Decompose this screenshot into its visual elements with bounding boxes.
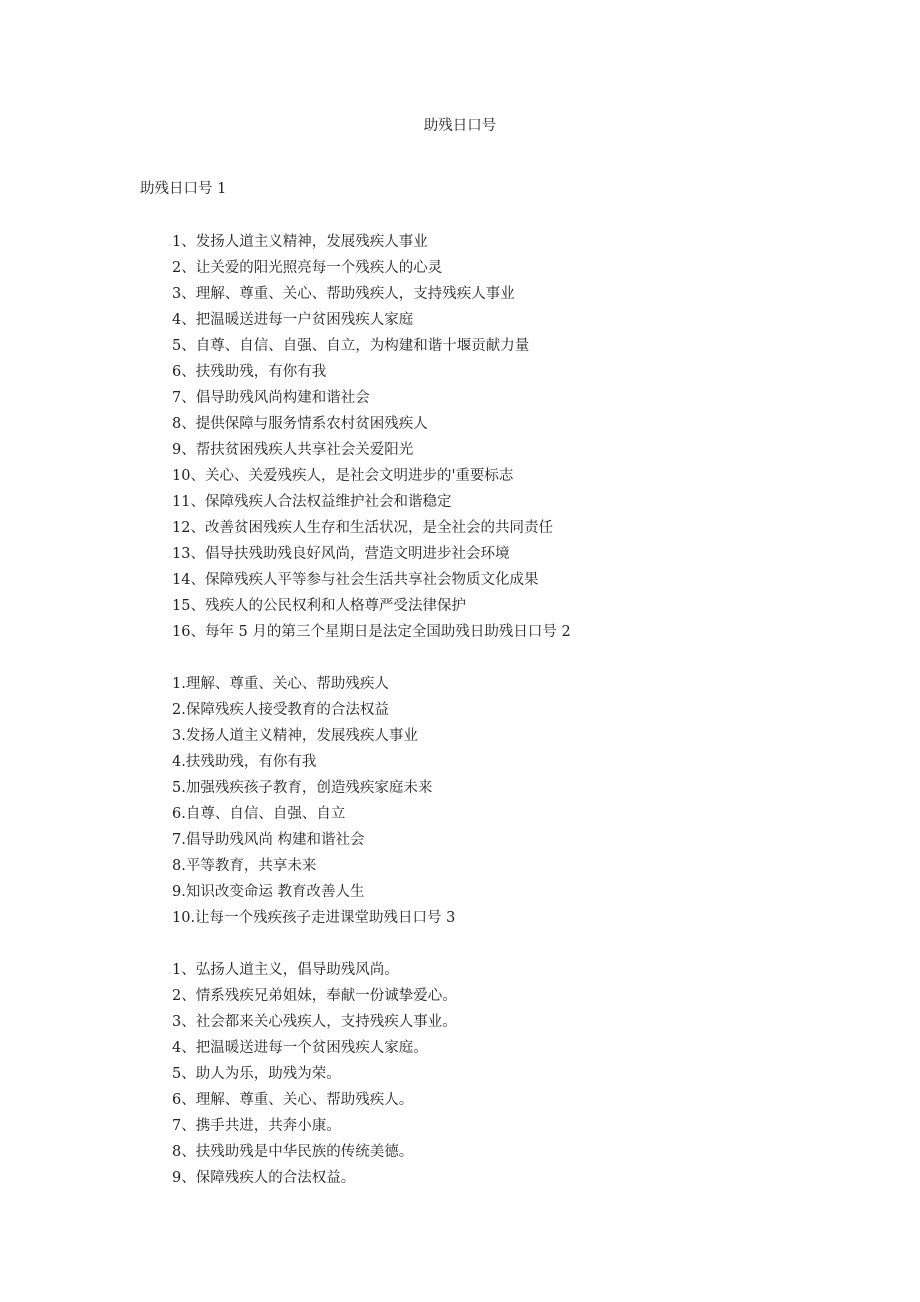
list-item: 1.理解、尊重、关心、帮助残疾人 <box>172 676 389 692</box>
list-item: 2、情系残疾兄弟姐妹，奉献一份诚挚爱心。 <box>172 988 457 1004</box>
list-item: 4.扶残助残，有你有我 <box>172 754 317 770</box>
list-item: 10、关心、关爱残疾人，是社会文明进步的'重要标志 <box>172 468 514 484</box>
slogan-list-2 <box>172 671 455 931</box>
list-item: 11、保障残疾人合法权益维护社会和谐稳定 <box>172 494 452 510</box>
list-item: 8、扶残助残是中华民族的传统美德。 <box>172 1144 414 1160</box>
list-item: 14、保障残疾人平等参与社会生活共享社会物质文化成果 <box>172 572 539 588</box>
document-title: 助残日口号 <box>423 118 497 134</box>
list-item: 7.倡导助残风尚 构建和谐社会 <box>172 832 365 848</box>
list-item: 8、提供保障与服务情系农村贫困残疾人 <box>172 416 428 432</box>
list-item: 16、每年 5 月的第三个星期日是法定全国助残日助残日口号 2 <box>172 624 571 640</box>
list-item: 6、扶残助残，有你有我 <box>172 364 327 380</box>
list-item: 6.自尊、自信、自强、自立 <box>172 806 346 822</box>
list-item: 3、理解、尊重、关心、帮助残疾人，支持残疾人事业 <box>172 286 515 302</box>
list-item: 2.保障残疾人接受教育的合法权益 <box>172 702 389 718</box>
list-item: 6、理解、尊重、关心、帮助残疾人。 <box>172 1092 414 1108</box>
list-item: 10.让每一个残疾孩子走进课堂助残日口号 3 <box>172 910 456 926</box>
list-item: 15、残疾人的公民权利和人格尊严受法律保护 <box>172 598 466 614</box>
list-item: 2、让关爱的阳光照亮每一个残疾人的心灵 <box>172 260 443 276</box>
list-item: 5、助人为乐，助残为荣。 <box>172 1066 341 1082</box>
list-item: 7、倡导助残风尚构建和谐社会 <box>172 390 370 406</box>
section-title: 助残日口号 1 <box>140 181 227 197</box>
list-item: 9、保障残疾人的合法权益。 <box>172 1170 356 1186</box>
list-item: 13、倡导扶残助残良好风尚，营造文明进步社会环境 <box>172 546 510 562</box>
list-item: 9、帮扶贫困残疾人共享社会关爱阳光 <box>172 442 414 458</box>
list-item: 9.知识改变命运 教育改善人生 <box>172 884 365 900</box>
list-item: 8.平等教育，共享未来 <box>172 858 317 874</box>
list-item: 3、社会都来关心残疾人，支持残疾人事业。 <box>172 1014 457 1030</box>
list-item: 3.发扬人道主义精神，发展残疾人事业 <box>172 728 418 744</box>
list-item: 5.加强残疾孩子教育，创造残疾家庭未来 <box>172 780 433 796</box>
list-item: 4、把温暖送进每一个贫困残疾人家庭。 <box>172 1040 428 1056</box>
slogan-list-3 <box>172 957 457 1191</box>
list-item: 5、自尊、自信、自强、自立，为构建和谐十堰贡献力量 <box>172 338 530 354</box>
list-item: 12、改善贫困残疾人生存和生活状况，是全社会的共同责任 <box>172 520 553 536</box>
list-item: 4、把温暖送进每一户贫困残疾人家庭 <box>172 312 414 328</box>
list-item: 1、发扬人道主义精神，发展残疾人事业 <box>172 234 428 250</box>
list-item: 1、弘扬人道主义，倡导助残风尚。 <box>172 962 399 978</box>
list-item: 7、携手共进，共奔小康。 <box>172 1118 341 1134</box>
slogan-list-1 <box>172 229 571 645</box>
